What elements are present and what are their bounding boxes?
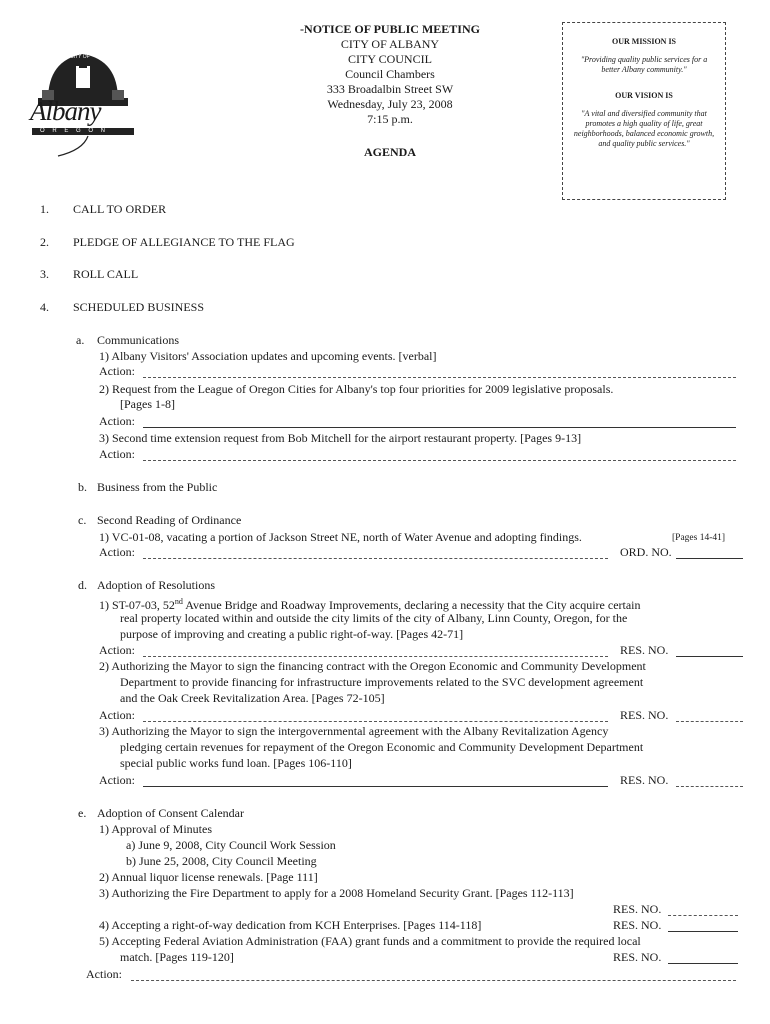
action-label: Action: bbox=[99, 414, 135, 428]
ord-no-label: ORD. NO. bbox=[620, 545, 672, 559]
item-call-to-order: CALL TO ORDER bbox=[73, 202, 167, 216]
item-number: 2. bbox=[40, 235, 49, 249]
res-no-label: RES. NO. bbox=[613, 918, 662, 932]
c-item-1: 1) VC-01-08, vacating a portion of Jackson Street NE, north of Water Avenue and adopting findings. bbox=[99, 530, 582, 544]
action-line bbox=[143, 460, 736, 461]
mission-text: "Providing quality public services for a better Albany community." bbox=[580, 55, 708, 74]
section-letter: c. bbox=[78, 513, 87, 527]
header-line: Council Chambers bbox=[345, 67, 435, 81]
res-no-label: RES. NO. bbox=[613, 950, 662, 964]
res-no-line bbox=[668, 915, 738, 916]
header-line: CITY OF ALBANY bbox=[340, 37, 440, 51]
section-d-title: Adoption of Resolutions bbox=[97, 578, 216, 592]
e-item-5-line-1: 5) Accepting Federal Aviation Administration (FAA) grant funds and a commitment to provide the required local bbox=[99, 934, 641, 948]
header-line: CITY COUNCIL bbox=[348, 52, 432, 66]
vision-text: "A vital and diversified community that promotes a high quality of life, great neighborhoods, balanced economic growth, and quality public services." bbox=[573, 109, 715, 148]
header-line: -NOTICE OF PUBLIC MEETING bbox=[300, 22, 480, 36]
section-b-title: Business from the Public bbox=[97, 480, 218, 494]
e-item-2: 2) Annual liquor license renewals. [Page 111] bbox=[99, 870, 318, 884]
d-item-1-line-2: real property located within and outside the city limits of the city of Albany, Linn County, Oregon, for the bbox=[120, 611, 628, 625]
action-line bbox=[143, 558, 608, 559]
logo-sub: O R E G O N bbox=[40, 128, 109, 134]
d-item-2-line-3: and the Oak Creek Revitalization Area. [Pages 72-105] bbox=[120, 691, 385, 705]
d-item-1-line-3: purpose of improving and creating a public right-of-way. [Pages 42-71] bbox=[120, 627, 464, 641]
section-c-title: Second Reading of Ordinance bbox=[97, 513, 242, 527]
action-line bbox=[143, 427, 736, 428]
meeting-header bbox=[250, 22, 530, 160]
action-line bbox=[143, 721, 608, 722]
section-e-title: Adoption of Consent Calendar bbox=[97, 806, 244, 820]
a-item-3: 3) Second time extension request from Bob Mitchell for the airport restaurant property. [Pages 9-13] bbox=[99, 431, 582, 445]
item-number: 3. bbox=[40, 267, 49, 281]
e-item-1a: a) June 9, 2008, City Council Work Session bbox=[126, 838, 336, 852]
res-no-label: RES. NO. bbox=[620, 708, 669, 722]
section-letter: a. bbox=[76, 333, 85, 347]
d-item-2-line-1: 2) Authorizing the Mayor to sign the financing contract with the Oregon Economic and Community Development bbox=[99, 659, 646, 673]
a-item-2: 2) Request from the League of Oregon Cities for Albany's top four priorities for 2009 legislative proposals. bbox=[99, 382, 614, 396]
ord-no-line bbox=[676, 558, 743, 559]
d-item-2-line-2: Department to provide financing for infrastructure improvements related to the SVC development agreement bbox=[120, 675, 644, 689]
action-label: Action: bbox=[99, 773, 135, 787]
action-label: Action: bbox=[99, 447, 135, 461]
d-item-3-line-1: 3) Authorizing the Mayor to sign the intergovernmental agreement with the Albany Revitalization Agency bbox=[99, 724, 609, 738]
agenda-title: AGENDA bbox=[363, 145, 416, 159]
section-letter: e. bbox=[78, 806, 87, 820]
a-item-1: 1) Albany Visitors' Association updates and upcoming events. [verbal] bbox=[99, 349, 437, 363]
section-letter: d. bbox=[78, 578, 87, 592]
action-line bbox=[143, 786, 608, 787]
header-line: Wednesday, July 23, 2008 bbox=[327, 97, 453, 111]
a-item-2-pages: [Pages 1-8] bbox=[120, 397, 175, 411]
res-no-line bbox=[676, 656, 743, 657]
action-label: Action: bbox=[99, 643, 135, 657]
mission-title: OUR MISSION IS bbox=[611, 37, 676, 46]
item-scheduled-business: SCHEDULED BUSINESS bbox=[73, 300, 205, 314]
d-item-1-line-1: 1) ST-07-03, 52nd Avenue Bridge and Roadway Improvements, declaring a necessity that the City acquire certain bbox=[99, 597, 641, 612]
res-no-line bbox=[676, 721, 743, 722]
action-label: Action: bbox=[99, 708, 135, 722]
res-no-line bbox=[676, 786, 743, 787]
action-label: Action: bbox=[99, 364, 135, 378]
item-number: 1. bbox=[40, 202, 49, 216]
e-item-5-line-2: match. [Pages 119-120] bbox=[120, 950, 234, 964]
action-label: Action: bbox=[99, 545, 135, 559]
c-item-1-pages: [Pages 14-41] bbox=[672, 533, 726, 543]
res-no-label: RES. NO. bbox=[613, 902, 662, 916]
d-item-3-line-3: special public works fund loan. [Pages 106-110] bbox=[120, 756, 352, 770]
res-no-label: RES. NO. bbox=[620, 643, 669, 657]
e-item-1: 1) Approval of Minutes bbox=[99, 822, 212, 836]
header-line: 7:15 p.m. bbox=[367, 112, 413, 126]
res-no-label: RES. NO. bbox=[620, 773, 669, 787]
item-number: 4. bbox=[40, 300, 49, 314]
action-label: Action: bbox=[86, 967, 122, 981]
res-no-line bbox=[668, 963, 738, 964]
mission-vision-box bbox=[562, 22, 726, 200]
item-roll-call: ROLL CALL bbox=[73, 267, 139, 281]
action-line bbox=[143, 656, 608, 657]
action-line bbox=[131, 980, 736, 981]
res-no-line bbox=[668, 931, 738, 932]
section-a-title: Communications bbox=[97, 333, 179, 347]
item-pledge: PLEDGE OF ALLEGIANCE TO THE FLAG bbox=[73, 235, 295, 249]
d-item-3-line-2: pledging certain revenues for repayment of the Oregon Economic and Community Development Department bbox=[120, 740, 644, 754]
action-line bbox=[143, 377, 736, 378]
e-item-3: 3) Authorizing the Fire Department to apply for a 2008 Homeland Security Grant. [Pages 112-113] bbox=[99, 886, 574, 900]
header-line: 333 Broadalbin Street SW bbox=[326, 82, 454, 96]
logo-top-text: CITY OF bbox=[70, 54, 90, 60]
e-item-4: 4) Accepting a right-of-way dedication from KCH Enterprises. [Pages 114-118] bbox=[99, 918, 482, 932]
logo-word: Albany bbox=[30, 96, 101, 126]
e-item-1b: b) June 25, 2008, City Council Meeting bbox=[126, 854, 317, 868]
vision-title: OUR VISION IS bbox=[615, 91, 673, 100]
section-letter: b. bbox=[78, 480, 87, 494]
